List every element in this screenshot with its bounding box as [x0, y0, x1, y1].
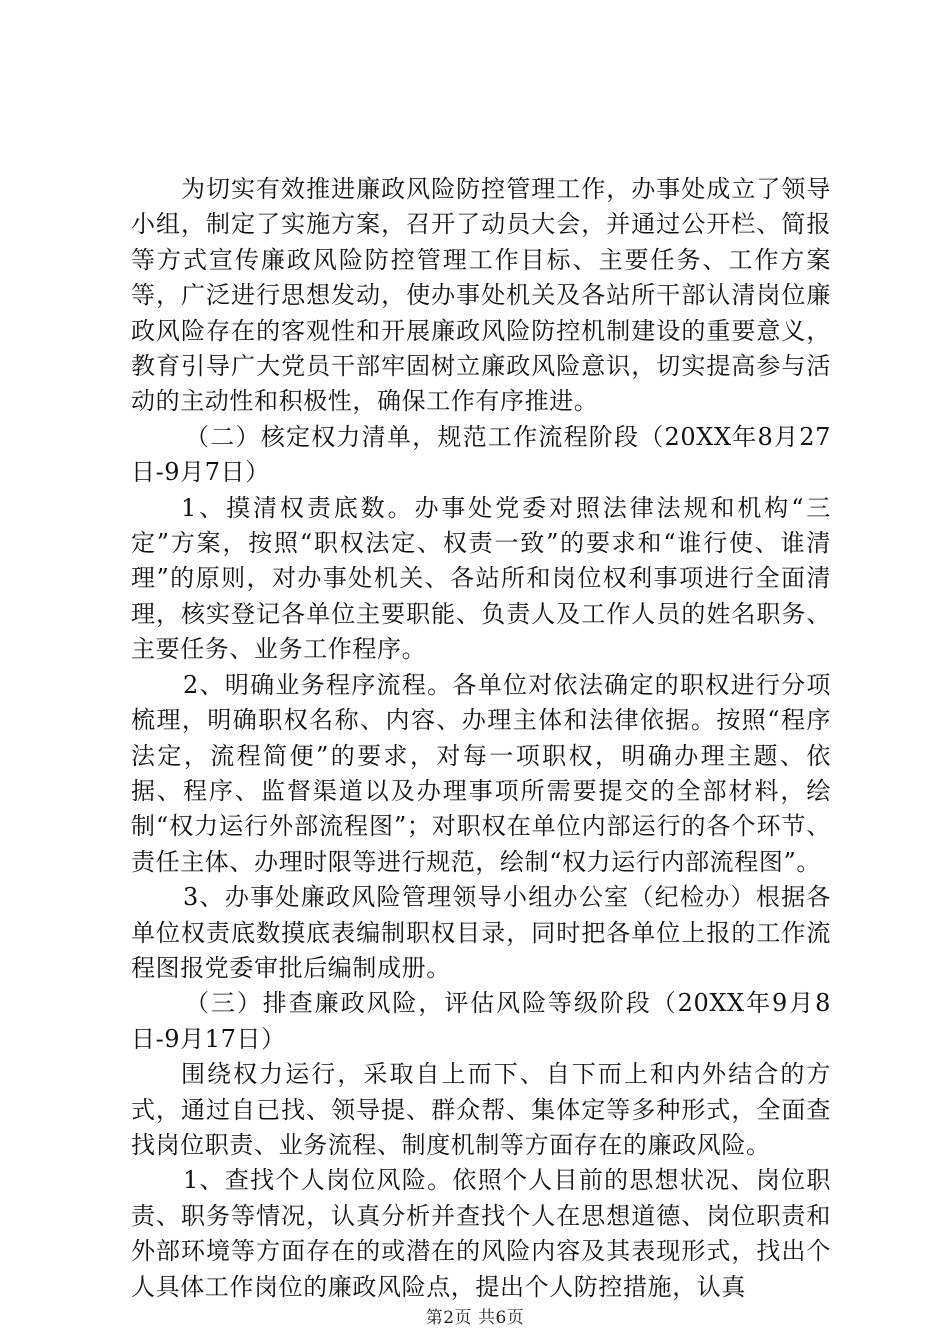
document-body — [131, 172, 831, 1305]
paragraph: 为切实有效推进廉政风险防控管理工作，办事处成立了领导小组，制定了实施方案，召开了动员大会，并通过公开栏、简报等方式宣传廉政风险防控管理工作目标、主要任务、工作方案等，广泛进行思想发动，使办事处机关及各站所干部认清岗位廉政风险存在的客观性和开展廉政风险防控机制建设的重要意义，教育引导广大党员干部牢固树立廉政风险意识，切实提高参与活动的主动性和积极性，确保工作有序推进。 — [131, 175, 831, 416]
paragraph: 围绕权力运行，采取自上而下、自下而上和内外结合的方式，通过自已找、领导提、群众帮、集体定等多种形式，全面查找岗位职责、业务流程、制度机制等方面存在的廉政风险。 — [131, 1060, 831, 1159]
paragraph: 1、查找个人岗位风险。依照个人目前的思想状况、岗位职责、职务等情况，认真分析并查找个人在思想道德、岗位职责和外部环境等方面存在的或潜在的风险内容及其表现形式，找出个人具体工作岗位的廉政风险点，提出个人防控措施，认真 — [131, 1166, 831, 1301]
paragraph: 2、明确业务程序流程。各单位对依法确定的职权进行分项梳理，明确职权名称、内容、办理主体和法律依据。按照“程序法定，流程简便”的要求，对每一项职权，明确办理主题、依据、程序、监督渠道以及办理事项所需要提交的全部材料，绘制“权力运行外部流程图”；对职权在单位内部运行的各个环节、责任主体、办理时限等进行规范，绘制“权力运行内部流程图”。 — [131, 670, 831, 876]
paragraph: 3、办事处廉政风险管理领导小组办公室（纪检办）根据各单位权责底数摸底表编制职权目录，同时把各单位上报的工作流程图报党委审批后编制成册。 — [131, 883, 831, 982]
page-footer: 第2页 共6页 — [425, 1308, 525, 1328]
section-heading: （三）排查廉政风险，评估风险等级阶段（20XX年9月8日-9月17日） — [131, 989, 831, 1053]
section-heading: （二）核定权力清单，规范工作流程阶段（20XX年8月27日-9月7日） — [131, 422, 831, 487]
paragraph: 1、摸清权责底数。办事处党委对照法律法规和机构“三定”方案，按照“职权法定、权责一致”的要求和“谁行使、谁清理”的原则，对办事处机关、各站所和岗位权利事项进行全面清理，核实登记各单位主要职能、负责人及工作人员的姓名职务、主要任务、业务工作程序。 — [131, 493, 831, 664]
